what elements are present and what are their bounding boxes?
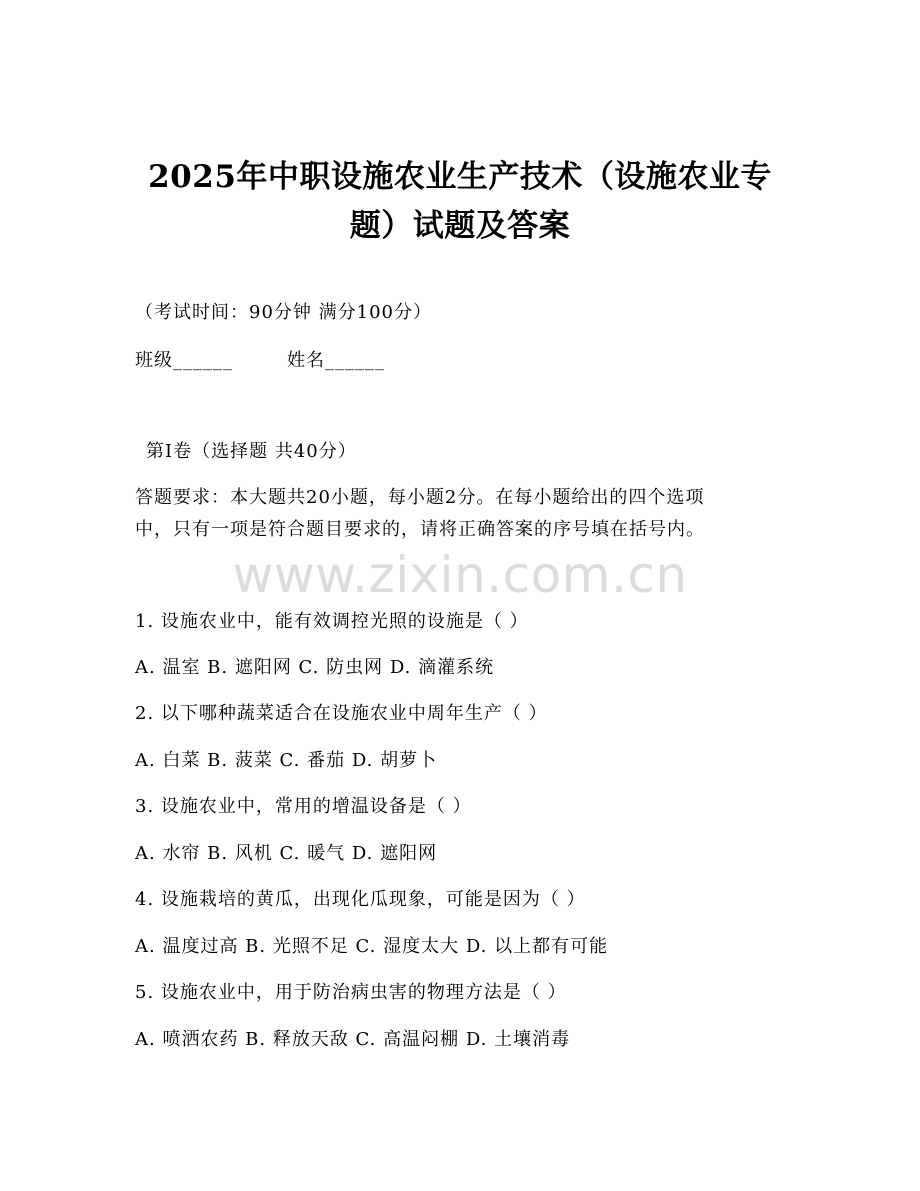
question-3-options: A. 水帘 B. 风机 C. 暖气 D. 遮阳网 bbox=[135, 843, 438, 864]
instructions-line-2: 中，只有一项是符合题目要求的，请将正确答案的序号填在括号内。 bbox=[135, 519, 705, 540]
question-4-stem: 4. 设施栽培的黄瓜，出现化瓜现象，可能是因为（ ） bbox=[135, 889, 586, 910]
instructions-line-1: 答题要求：本大题共20小题，每小题2分。在每小题给出的四个选项 bbox=[135, 487, 705, 508]
question-1-stem: 1. 设施农业中，能有效调控光照的设施是（ ） bbox=[135, 611, 529, 632]
question-5-stem: 5. 设施农业中，用于防治病虫害的物理方法是（ ） bbox=[135, 982, 567, 1003]
question-2-options: A. 白菜 B. 菠菜 C. 番茄 D. 胡萝卜 bbox=[135, 750, 438, 771]
exam-info: （考试时间：90分钟 满分100分） bbox=[135, 302, 432, 323]
document-title-line-2: 题）试题及答案 bbox=[349, 208, 571, 244]
section-title: 第Ⅰ卷（选择题 共40分） bbox=[146, 441, 357, 462]
question-2-stem: 2. 以下哪种蔬菜适合在设施农业中周年生产（ ） bbox=[135, 703, 548, 724]
question-5-options: A. 喷洒农药 B. 释放天敌 C. 高温闷棚 D. 土壤消毒 bbox=[135, 1029, 571, 1050]
question-1-options: A. 温室 B. 遮阳网 C. 防虫网 D. 滴灌系统 bbox=[135, 657, 495, 678]
document-title-line-1: 2025年中职设施农业生产技术（设施农业专 bbox=[148, 159, 772, 195]
watermark: www.zixin.com.cn bbox=[232, 546, 688, 604]
question-3-stem: 3. 设施农业中，常用的增温设备是（ ） bbox=[135, 796, 472, 817]
student-info-row bbox=[135, 352, 385, 370]
question-4-options: A. 温度过高 B. 光照不足 C. 湿度太大 D. 以上都有可能 bbox=[135, 936, 609, 957]
name-field-label: 姓名______ bbox=[287, 350, 385, 371]
class-field-label: 班级______ bbox=[135, 350, 233, 371]
